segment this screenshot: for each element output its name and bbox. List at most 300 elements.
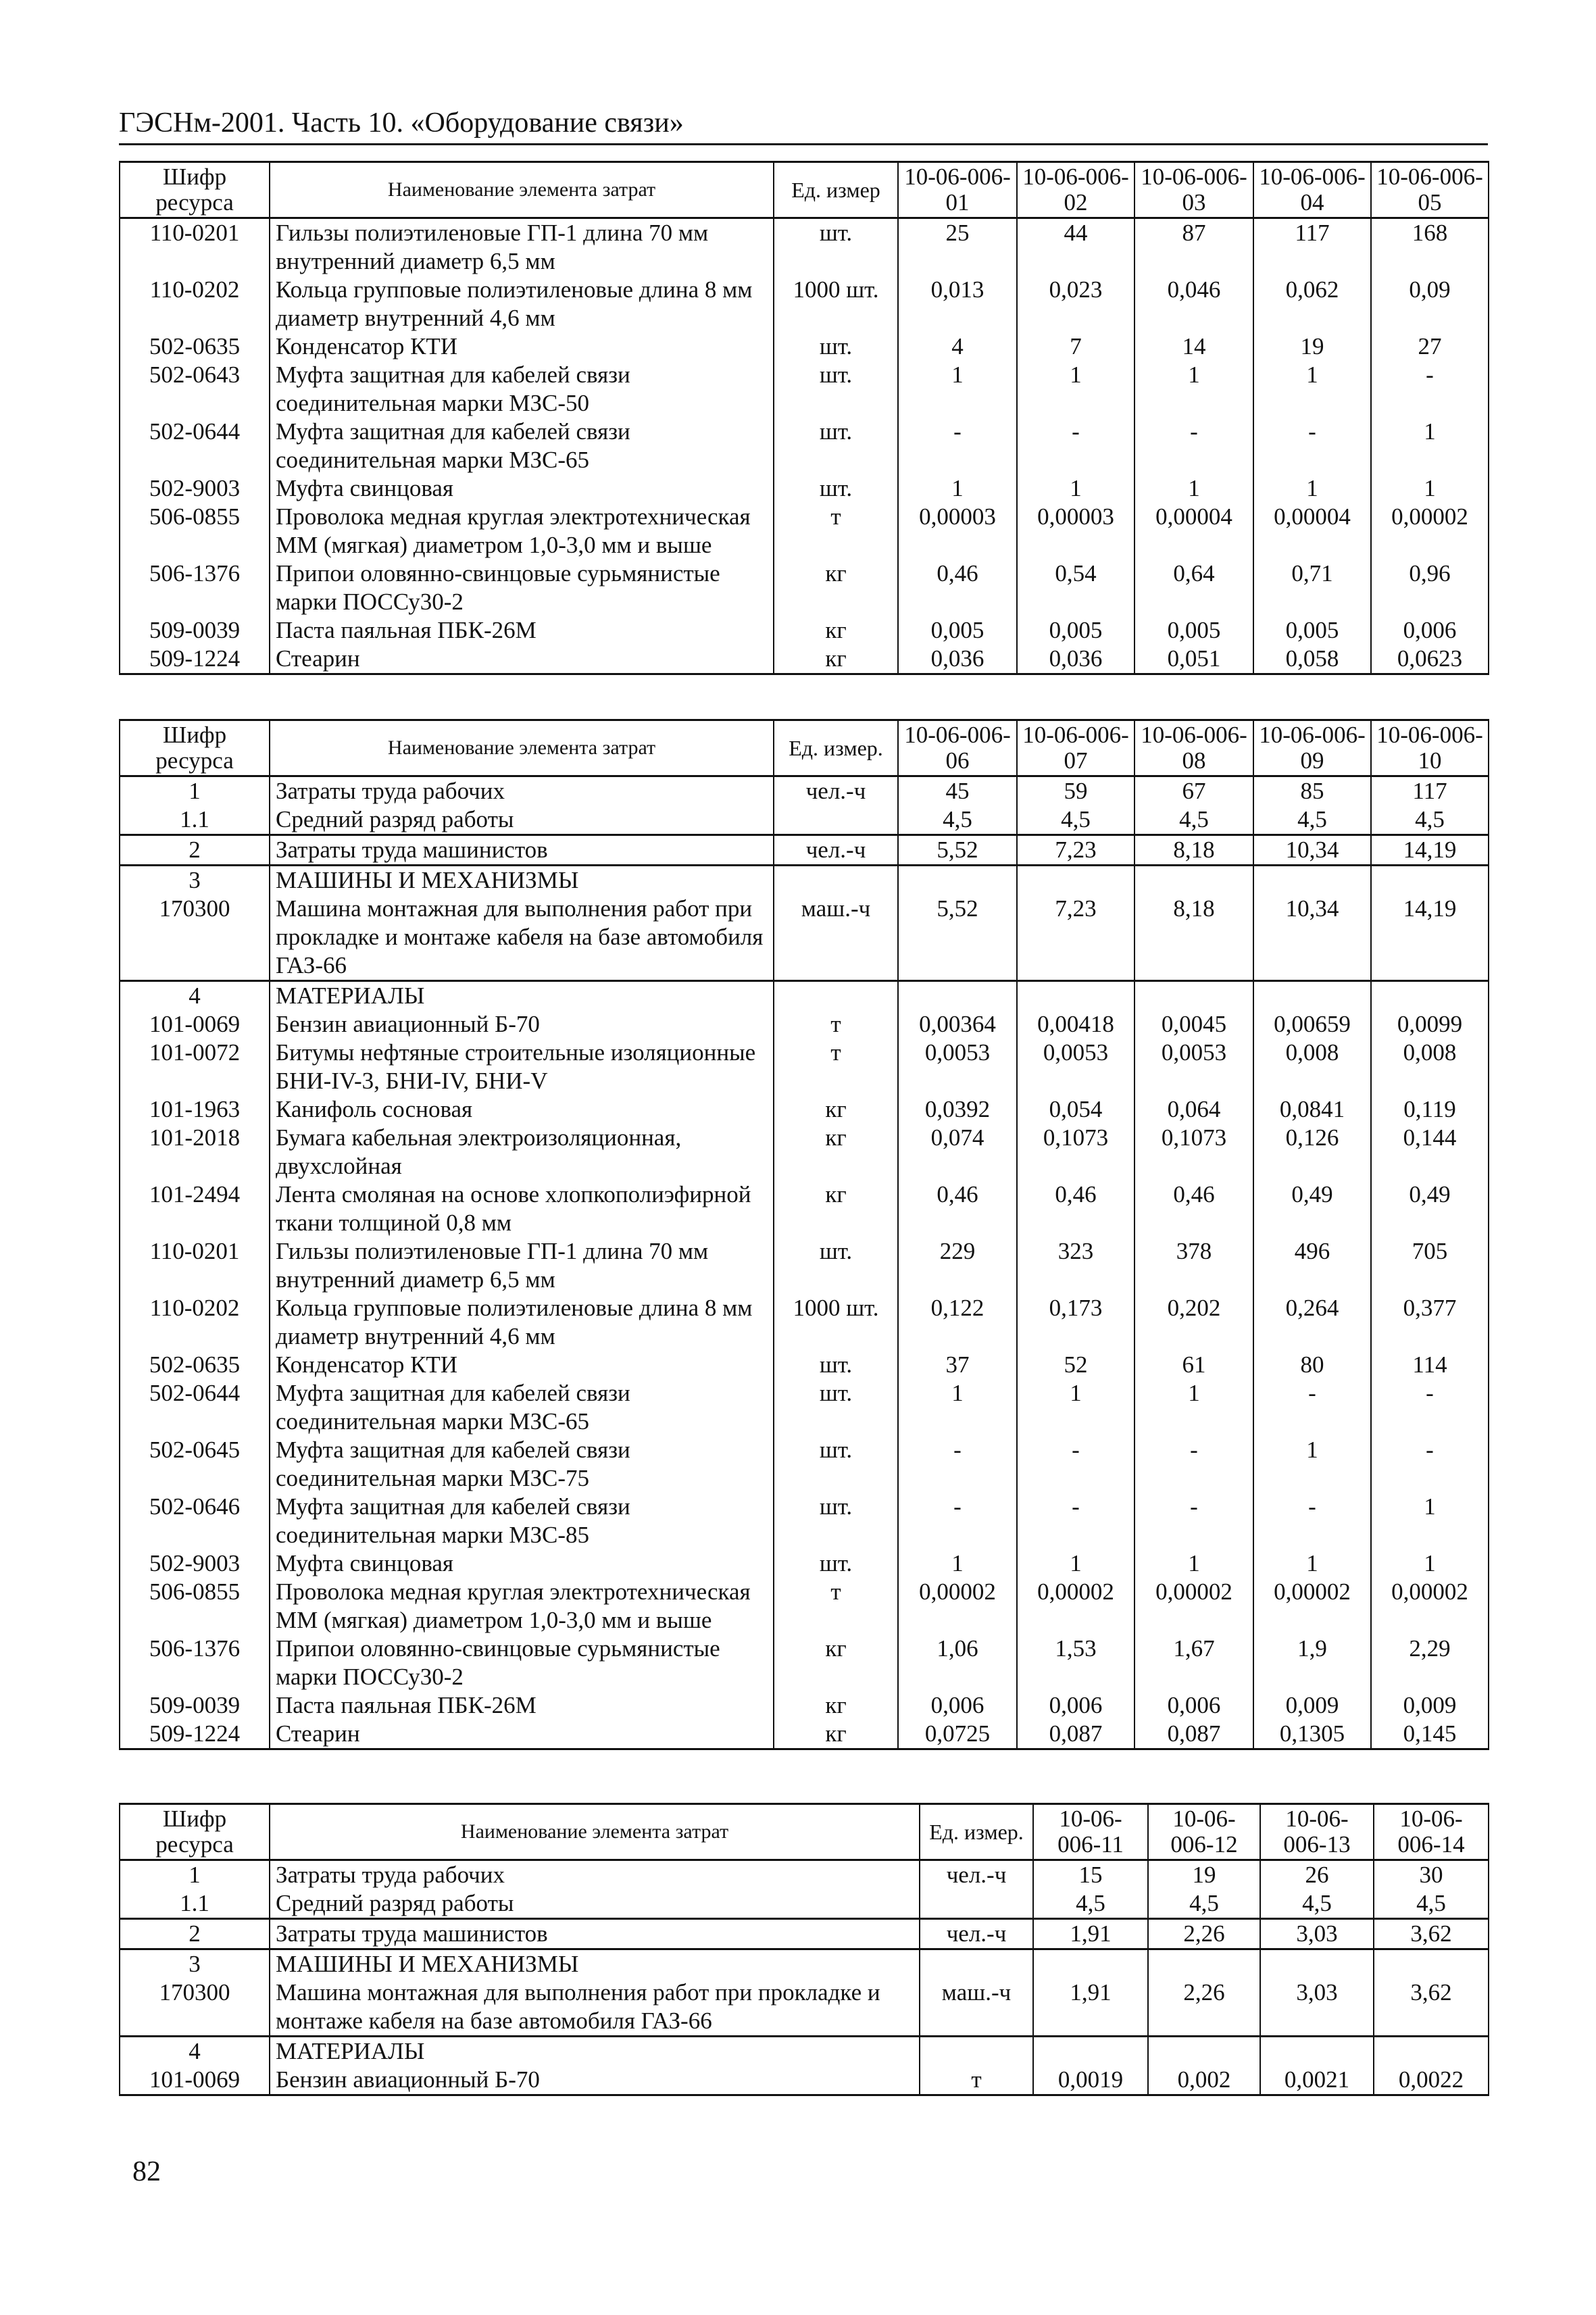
- table-row: [120, 474, 1489, 503]
- resource-unit: кг: [774, 1635, 898, 1691]
- resource-value: 0,00002: [1371, 503, 1489, 559]
- resource-unit: 1000 шт.: [774, 276, 898, 332]
- resource-value: 14: [1134, 332, 1253, 361]
- resource-value: 0,0841: [1253, 1095, 1371, 1124]
- resource-name: Муфта свинцовая: [270, 474, 774, 503]
- resource-value: 0,1305: [1253, 1720, 1371, 1749]
- header-norm-code: 10-06-006-03: [1134, 162, 1253, 218]
- resource-value: 378: [1134, 1237, 1253, 1294]
- resource-value: 25: [898, 218, 1017, 276]
- resource-value: 0,09: [1371, 276, 1489, 332]
- resource-value: 14,19: [1371, 895, 1489, 981]
- resource-value: 67: [1134, 776, 1253, 806]
- resource-value: 0,0725: [898, 1720, 1017, 1749]
- resource-unit: кг: [774, 645, 898, 674]
- resource-value: 0,009: [1371, 1691, 1489, 1720]
- page-header: ГЭСНм-2001. Часть 10. «Оборудование связи»: [119, 107, 1488, 145]
- resource-name: Бумага кабельная электроизоляционная, двухслойная: [270, 1124, 774, 1180]
- resource-name: Проволока медная круглая электротехническая ММ (мягкая) диаметром 1,0-3,0 мм и выше: [270, 1578, 774, 1635]
- resource-code: 502-9003: [120, 474, 270, 503]
- resource-value: 0,087: [1017, 1720, 1134, 1749]
- resource-value: 2,29: [1371, 1635, 1489, 1691]
- resource-name: Паста паяльная ПБК-26М: [270, 616, 774, 645]
- resource-code: 509-1224: [120, 1720, 270, 1749]
- resource-code: 509-0039: [120, 616, 270, 645]
- resource-name: МАШИНЫ И МЕХАНИЗМЫ: [270, 866, 774, 895]
- resource-unit: [774, 866, 898, 895]
- resource-value: 8,18: [1134, 895, 1253, 981]
- table-row: [120, 1691, 1489, 1720]
- header-row: [120, 720, 1489, 776]
- resource-value: 0,0623: [1371, 645, 1489, 674]
- resource-code: 509-0039: [120, 1691, 270, 1720]
- resource-value: -: [1253, 1379, 1371, 1436]
- resource-name: Стеарин: [270, 645, 774, 674]
- resource-value: 0,064: [1134, 1095, 1253, 1124]
- resource-name: Затраты труда машинистов: [270, 1919, 920, 1949]
- resource-value: [1148, 1949, 1260, 1979]
- table-row: [120, 616, 1489, 645]
- resource-unit: шт.: [774, 1493, 898, 1549]
- resource-code: 502-0635: [120, 332, 270, 361]
- resource-value: -: [1371, 361, 1489, 418]
- resource-code: 502-0643: [120, 361, 270, 418]
- resource-value: -: [1371, 1436, 1489, 1493]
- resource-value: [1134, 981, 1253, 1011]
- resource-value: 0,006: [1017, 1691, 1134, 1720]
- resource-value: 0,051: [1134, 645, 1253, 674]
- header-unit: Ед. измер: [774, 162, 898, 218]
- resource-value: 0,00418: [1017, 1010, 1134, 1039]
- resource-code: 4: [120, 2037, 270, 2066]
- resource-value: 1: [1371, 1549, 1489, 1578]
- resource-name: Лента смоляная на основе хлопкополиэфирной ткани толщиной 0,8 мм: [270, 1180, 774, 1237]
- resource-name: Муфта защитная для кабелей связи соединительная марки МЗС-85: [270, 1493, 774, 1549]
- resource-code: 101-0069: [120, 2066, 270, 2095]
- resource-unit: чел.-ч: [774, 776, 898, 806]
- resource-value: 0,00002: [898, 1578, 1017, 1635]
- resource-name: Муфта защитная для кабелей связи соединительная марки МЗС-75: [270, 1436, 774, 1493]
- resource-value: 1: [1253, 361, 1371, 418]
- table-row: [120, 2066, 1489, 2095]
- resource-value: 0,54: [1017, 559, 1134, 616]
- resource-value: 3,03: [1260, 1978, 1374, 2037]
- resource-value: 0,005: [1134, 616, 1253, 645]
- resource-value: 117: [1371, 776, 1489, 806]
- resource-value: 1: [1371, 474, 1489, 503]
- table-row: [120, 1180, 1489, 1237]
- resource-value: 4,5: [1017, 805, 1134, 835]
- resource-value: 0,005: [898, 616, 1017, 645]
- resource-value: 0,0022: [1374, 2066, 1489, 2095]
- resource-name: МАТЕРИАЛЫ: [270, 2037, 920, 2066]
- resource-value: [1148, 2037, 1260, 2066]
- resource-code: 502-0644: [120, 1379, 270, 1436]
- resource-value: 5,52: [898, 835, 1017, 866]
- resource-name: МАШИНЫ И МЕХАНИЗМЫ: [270, 1949, 920, 1979]
- table-row: [120, 1919, 1489, 1949]
- table-row: [120, 503, 1489, 559]
- resource-value: 0,00002: [1371, 1578, 1489, 1635]
- resource-value: 4: [898, 332, 1017, 361]
- resource-value: 1: [898, 474, 1017, 503]
- table-row: [120, 895, 1489, 981]
- resource-code: 1: [120, 1860, 270, 1890]
- resource-value: 45: [898, 776, 1017, 806]
- resource-value: [1253, 981, 1371, 1011]
- table-row: [120, 559, 1489, 616]
- resource-unit: чел.-ч: [774, 835, 898, 866]
- header-code: Шифр ресурса: [120, 720, 270, 776]
- resource-value: 0,71: [1253, 559, 1371, 616]
- resource-value: 1: [1253, 1436, 1371, 1493]
- header-norm-code: 10-06-006-09: [1253, 720, 1371, 776]
- resource-code: 110-0201: [120, 218, 270, 276]
- resource-code: 502-9003: [120, 1549, 270, 1578]
- resource-value: 0,006: [1371, 616, 1489, 645]
- resource-value: -: [1134, 1436, 1253, 1493]
- resource-value: 323: [1017, 1237, 1134, 1294]
- resource-value: 0,173: [1017, 1294, 1134, 1351]
- resource-value: 4,5: [898, 805, 1017, 835]
- table-row: [120, 645, 1489, 674]
- header-norm-code: 10-06-006-12: [1148, 1804, 1260, 1860]
- table-row: [120, 1436, 1489, 1493]
- resource-value: 0,145: [1371, 1720, 1489, 1749]
- resource-value: 1,06: [898, 1635, 1017, 1691]
- resource-value: 0,46: [898, 1180, 1017, 1237]
- resource-value: [898, 981, 1017, 1011]
- resource-value: 0,46: [1017, 1180, 1134, 1237]
- resource-name: Кольца групповые полиэтиленовые длина 8 мм диаметр внутренний 4,6 мм: [270, 276, 774, 332]
- resource-value: 117: [1253, 218, 1371, 276]
- resource-value: -: [1017, 1493, 1134, 1549]
- resource-value: 0,013: [898, 276, 1017, 332]
- resource-value: 0,377: [1371, 1294, 1489, 1351]
- resource-value: [1374, 1949, 1489, 1979]
- resource-code: 110-0202: [120, 1294, 270, 1351]
- resource-code: 4: [120, 981, 270, 1011]
- resource-name: Битумы нефтяные строительные изоляционные БНИ-IV-3, БНИ-IV, БНИ-V: [270, 1039, 774, 1095]
- table-row: [120, 276, 1489, 332]
- resource-value: 0,054: [1017, 1095, 1134, 1124]
- resource-value: 1,91: [1033, 1978, 1148, 2037]
- resource-value: [1260, 2037, 1374, 2066]
- resource-value: 0,062: [1253, 276, 1371, 332]
- table-row: [120, 218, 1489, 276]
- resource-value: 14,19: [1371, 835, 1489, 866]
- resource-value: [1017, 866, 1134, 895]
- resource-value: 496: [1253, 1237, 1371, 1294]
- resource-value: 7: [1017, 332, 1134, 361]
- resource-value: 0,00003: [898, 503, 1017, 559]
- resource-value: 0,00003: [1017, 503, 1134, 559]
- resource-value: [1253, 866, 1371, 895]
- resource-value: [1371, 981, 1489, 1011]
- resource-value: 0,1073: [1017, 1124, 1134, 1180]
- table-row: [120, 418, 1489, 474]
- resource-unit: шт.: [774, 1379, 898, 1436]
- header-norm-code: 10-06-006-08: [1134, 720, 1253, 776]
- resource-code: 502-0644: [120, 418, 270, 474]
- resource-unit: кг: [774, 1095, 898, 1124]
- resource-unit: маш.-ч: [774, 895, 898, 981]
- resource-value: 0,144: [1371, 1124, 1489, 1180]
- resource-value: 0,119: [1371, 1095, 1489, 1124]
- resource-value: -: [1017, 418, 1134, 474]
- resource-value: 1: [1253, 1549, 1371, 1578]
- resource-name: Припои оловянно-свинцовые сурьмянистые марки ПОССу30-2: [270, 559, 774, 616]
- resource-name: Проволока медная круглая электротехническая ММ (мягкая) диаметром 1,0-3,0 мм и выше: [270, 503, 774, 559]
- resource-unit: т: [920, 2066, 1033, 2095]
- resource-table-3: [119, 1803, 1489, 2096]
- resource-value: 0,036: [1017, 645, 1134, 674]
- resource-name: Машина монтажная для выполнения работ при прокладке и монтаже кабеля на базе автомобиля ГАЗ-66: [270, 895, 774, 981]
- resource-name: Муфта защитная для кабелей связи соединительная марки МЗС-65: [270, 1379, 774, 1436]
- resource-value: 0,008: [1253, 1039, 1371, 1095]
- resource-value: 1: [898, 361, 1017, 418]
- resource-value: [1033, 2037, 1148, 2066]
- resource-value: 0,00002: [1134, 1578, 1253, 1635]
- resource-value: 229: [898, 1237, 1017, 1294]
- table-row: [120, 1860, 1489, 1890]
- resource-value: 0,087: [1134, 1720, 1253, 1749]
- header-code: Шифр ресурса: [120, 1804, 270, 1860]
- resource-value: 27: [1371, 332, 1489, 361]
- header-unit: Ед. измер.: [920, 1804, 1033, 1860]
- resource-value: 0,0053: [1017, 1039, 1134, 1095]
- resource-value: [1374, 2037, 1489, 2066]
- resource-value: 1: [1017, 474, 1134, 503]
- resource-table-1: [119, 161, 1489, 675]
- resource-unit: шт.: [774, 1351, 898, 1379]
- resource-name: Кольца групповые полиэтиленовые длина 8 мм диаметр внутренний 4,6 мм: [270, 1294, 774, 1351]
- resource-name: Припои оловянно-свинцовые сурьмянистые марки ПОССу30-2: [270, 1635, 774, 1691]
- table-row: [120, 866, 1489, 895]
- header-name: Наименование элемента затрат: [270, 162, 774, 218]
- resource-unit: маш.-ч: [920, 1978, 1033, 2037]
- resource-value: 15: [1033, 1860, 1148, 1890]
- resource-value: 61: [1134, 1351, 1253, 1379]
- resource-unit: кг: [774, 1124, 898, 1180]
- resource-value: 1: [1134, 361, 1253, 418]
- resource-name: Бензин авиационный Б-70: [270, 1010, 774, 1039]
- resource-value: [1134, 866, 1253, 895]
- resource-value: 0,036: [898, 645, 1017, 674]
- resource-value: 0,058: [1253, 645, 1371, 674]
- resource-name: Канифоль сосновая: [270, 1095, 774, 1124]
- resource-name: Средний разряд работы: [270, 1889, 920, 1919]
- resource-unit: шт.: [774, 361, 898, 418]
- resource-value: 0,0099: [1371, 1010, 1489, 1039]
- resource-value: -: [1134, 1493, 1253, 1549]
- resource-value: 19: [1253, 332, 1371, 361]
- header-row: [120, 1804, 1489, 1860]
- resource-value: 1: [898, 1379, 1017, 1436]
- resource-value: 4,5: [1374, 1889, 1489, 1919]
- resource-code: 101-2018: [120, 1124, 270, 1180]
- resource-code: 101-1963: [120, 1095, 270, 1124]
- resource-code: 170300: [120, 895, 270, 981]
- resource-value: -: [1371, 1379, 1489, 1436]
- resource-value: 0,122: [898, 1294, 1017, 1351]
- resource-name: Затраты труда рабочих: [270, 1860, 920, 1890]
- resource-value: 87: [1134, 218, 1253, 276]
- resource-code: 506-0855: [120, 1578, 270, 1635]
- resource-value: 1: [1371, 1493, 1489, 1549]
- resource-unit: [920, 1889, 1033, 1919]
- resource-code: 2: [120, 835, 270, 866]
- resource-value: 0,074: [898, 1124, 1017, 1180]
- resource-value: 0,1073: [1134, 1124, 1253, 1180]
- table-row: [120, 1949, 1489, 1979]
- resource-value: [1033, 1949, 1148, 1979]
- table-row: [120, 805, 1489, 835]
- header-norm-code: 10-06-006-01: [898, 162, 1017, 218]
- table-row: [120, 1889, 1489, 1919]
- resource-name: Средний разряд работы: [270, 805, 774, 835]
- resource-value: 0,006: [898, 1691, 1017, 1720]
- resource-unit: т: [774, 1039, 898, 1095]
- resource-value: 52: [1017, 1351, 1134, 1379]
- resource-value: 1: [1134, 1549, 1253, 1578]
- resource-value: 2,26: [1148, 1919, 1260, 1949]
- resource-value: 0,008: [1371, 1039, 1489, 1095]
- table-row: [120, 1095, 1489, 1124]
- table-row: [120, 361, 1489, 418]
- header-name: Наименование элемента затрат: [270, 1804, 920, 1860]
- resource-name: Бензин авиационный Б-70: [270, 2066, 920, 2095]
- resource-value: 4,5: [1134, 805, 1253, 835]
- table-row: [120, 1635, 1489, 1691]
- resource-value: 0,126: [1253, 1124, 1371, 1180]
- resource-value: 4,5: [1371, 805, 1489, 835]
- resource-value: 80: [1253, 1351, 1371, 1379]
- resource-value: [1371, 866, 1489, 895]
- resource-value: 4,5: [1148, 1889, 1260, 1919]
- resource-value: 0,64: [1134, 559, 1253, 616]
- table-row: [120, 1549, 1489, 1578]
- resource-value: 0,0392: [898, 1095, 1017, 1124]
- resource-value: 0,023: [1017, 276, 1134, 332]
- resource-value: 0,49: [1253, 1180, 1371, 1237]
- resource-name: Паста паяльная ПБК-26М: [270, 1691, 774, 1720]
- resource-code: 509-1224: [120, 645, 270, 674]
- resource-value: -: [898, 1436, 1017, 1493]
- header-norm-code: 10-06-006-14: [1374, 1804, 1489, 1860]
- resource-value: 0,00002: [1253, 1578, 1371, 1635]
- resource-code: 101-0072: [120, 1039, 270, 1095]
- table-row: [120, 1124, 1489, 1180]
- resource-value: -: [898, 418, 1017, 474]
- resource-value: 5,52: [898, 895, 1017, 981]
- resource-name: Муфта свинцовая: [270, 1549, 774, 1578]
- table-row: [120, 1720, 1489, 1749]
- resource-value: 7,23: [1017, 895, 1134, 981]
- resource-unit: кг: [774, 1720, 898, 1749]
- resource-name: Гильзы полиэтиленовые ГП-1 длина 70 мм внутренний диаметр 6,5 мм: [270, 1237, 774, 1294]
- resource-code: 101-2494: [120, 1180, 270, 1237]
- resource-value: 1: [1134, 474, 1253, 503]
- resource-value: 1,91: [1033, 1919, 1148, 1949]
- resource-name: Машина монтажная для выполнения работ при прокладке и монтаже кабеля на базе автомобиля ГАЗ-66: [270, 1978, 920, 2037]
- resource-value: 1: [1017, 1549, 1134, 1578]
- resource-value: 0,00659: [1253, 1010, 1371, 1039]
- resource-value: 1: [898, 1549, 1017, 1578]
- resource-name: МАТЕРИАЛЫ: [270, 981, 774, 1011]
- table-row: [120, 1351, 1489, 1379]
- resource-unit: [920, 1949, 1033, 1979]
- table-row: [120, 1010, 1489, 1039]
- resource-name: Гильзы полиэтиленовые ГП-1 длина 70 мм внутренний диаметр 6,5 мм: [270, 218, 774, 276]
- header-row: [120, 162, 1489, 218]
- resource-unit: шт.: [774, 332, 898, 361]
- resource-code: 1: [120, 776, 270, 806]
- resource-value: 10,34: [1253, 835, 1371, 866]
- resource-value: 0,49: [1371, 1180, 1489, 1237]
- header-norm-code: 10-06-006-06: [898, 720, 1017, 776]
- resource-value: 85: [1253, 776, 1371, 806]
- resource-code: 101-0069: [120, 1010, 270, 1039]
- resource-unit: [774, 805, 898, 835]
- resource-unit: т: [774, 503, 898, 559]
- table-row: [120, 776, 1489, 806]
- resource-unit: кг: [774, 1691, 898, 1720]
- resource-code: 502-0646: [120, 1493, 270, 1549]
- resource-unit: [920, 2037, 1033, 2066]
- resource-value: 168: [1371, 218, 1489, 276]
- header-norm-code: 10-06-006-13: [1260, 1804, 1374, 1860]
- table-row: [120, 981, 1489, 1011]
- resource-value: 1,53: [1017, 1635, 1134, 1691]
- resource-value: 114: [1371, 1351, 1489, 1379]
- header-code: Шифр ресурса: [120, 162, 270, 218]
- resource-code: 3: [120, 866, 270, 895]
- resource-value: 1: [1371, 418, 1489, 474]
- resource-value: 0,00364: [898, 1010, 1017, 1039]
- table-row: [120, 1379, 1489, 1436]
- header-norm-code: 10-06-006-10: [1371, 720, 1489, 776]
- resource-name: Стеарин: [270, 1720, 774, 1749]
- resource-code: 1.1: [120, 1889, 270, 1919]
- resource-value: -: [1017, 1436, 1134, 1493]
- resource-value: 8,18: [1134, 835, 1253, 866]
- table-row: [120, 1493, 1489, 1549]
- page-number: 82: [132, 2156, 161, 2187]
- resource-value: 1: [1017, 361, 1134, 418]
- header-norm-code: 10-06-006-04: [1253, 162, 1371, 218]
- resource-unit: кг: [774, 559, 898, 616]
- resource-value: 0,0045: [1134, 1010, 1253, 1039]
- resource-unit: [774, 981, 898, 1011]
- resource-value: 0,009: [1253, 1691, 1371, 1720]
- resource-unit: чел.-ч: [920, 1919, 1033, 1949]
- resource-code: 2: [120, 1919, 270, 1949]
- resource-value: 1: [1253, 474, 1371, 503]
- resource-unit: шт.: [774, 418, 898, 474]
- resource-value: 26: [1260, 1860, 1374, 1890]
- resource-value: 2,26: [1148, 1978, 1260, 2037]
- resource-table-2: [119, 719, 1489, 1750]
- resource-value: 0,46: [1134, 1180, 1253, 1237]
- resource-value: [1017, 981, 1134, 1011]
- resource-value: 3,62: [1374, 1919, 1489, 1949]
- resource-value: 0,0053: [1134, 1039, 1253, 1095]
- table-row: [120, 835, 1489, 866]
- resource-name: Затраты труда машинистов: [270, 835, 774, 866]
- resource-code: 506-0855: [120, 503, 270, 559]
- resource-value: 4,5: [1033, 1889, 1148, 1919]
